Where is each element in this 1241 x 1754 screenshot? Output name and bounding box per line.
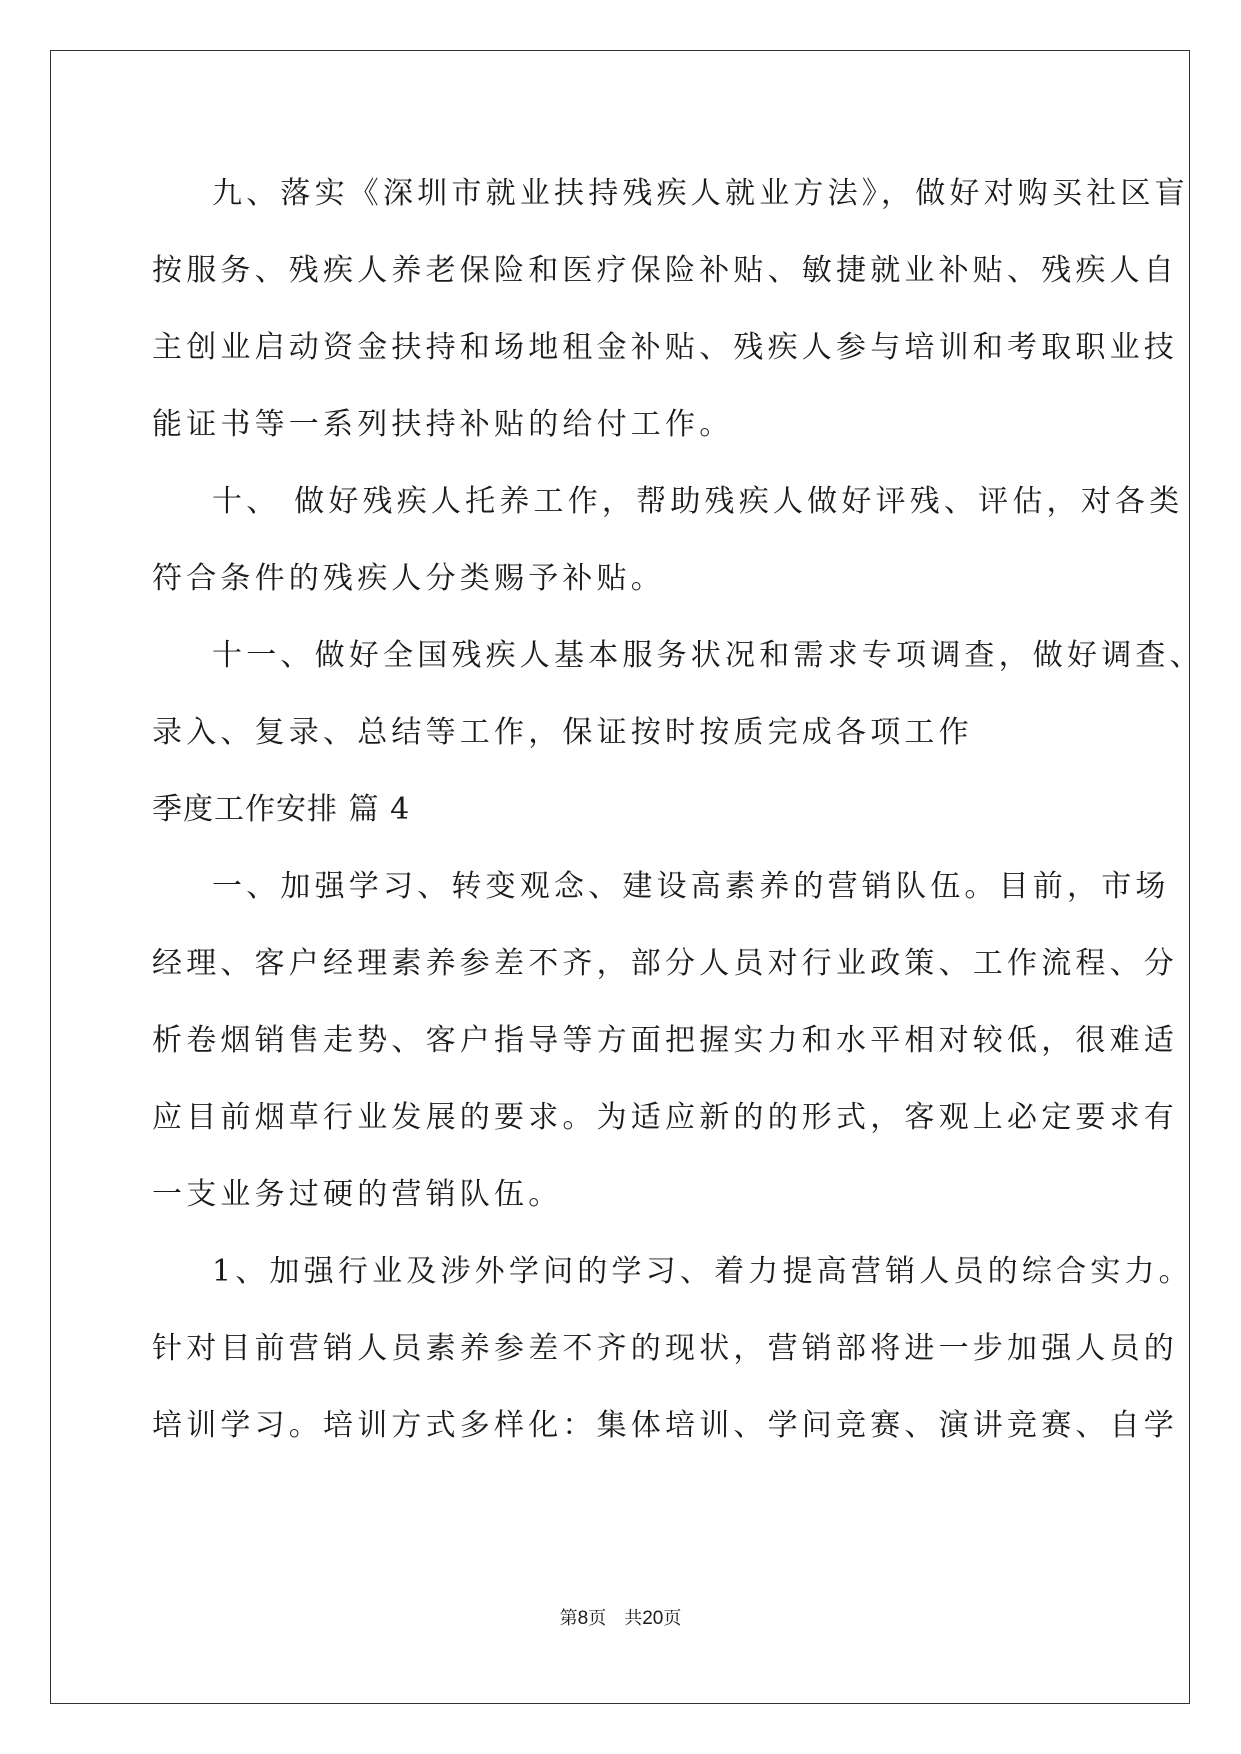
paragraph-9-disability-employment: [152, 166, 1189, 474]
paragraph-10-care-support: [152, 474, 1184, 628]
document-body: [152, 166, 1204, 1475]
text-line: 十、 做好残疾人托养工作，帮助残疾人做好评残、评估，对各类: [212, 484, 1184, 519]
page-number: 8: [577, 1608, 589, 1629]
text-line: 培训学习。培训方式多样化：集体培训、学问竞赛、演讲竞赛、自学: [152, 1408, 1178, 1443]
paragraph-1-1-training: [152, 1244, 1193, 1475]
text-line: 主创业启动资金扶持和场地租金补贴、残疾人参与培训和考取职业技: [152, 330, 1178, 365]
text-line: 十一、做好全国残疾人基本服务状况和需求专项调查，做好调查、: [212, 638, 1204, 673]
text-line: 一支业务过硬的营销队伍。: [152, 1177, 563, 1212]
paragraph-11-national-survey: [152, 628, 1204, 782]
text-line: 经理、客户经理素养参差不齐，部分人员对行业政策、工作流程、分: [152, 946, 1178, 981]
text-line: 九、落实《深圳市就业扶持残疾人就业方法》，做好对购买社区盲: [212, 176, 1189, 211]
text-line: 符合条件的残疾人分类赐予补贴。: [152, 561, 665, 596]
text-line: 析卷烟销售走势、客户指导等方面把握实力和水平相对较低，很难适: [152, 1023, 1178, 1058]
text-line: 应目前烟草行业发展的要求。为适应新的的形式，客观上必定要求有: [152, 1100, 1178, 1135]
total-prefix: 共: [624, 1608, 643, 1629]
page-suffix: 页: [588, 1608, 607, 1629]
text-line: 按服务、残疾人养老保险和医疗保险补贴、敏捷就业补贴、残疾人自: [152, 253, 1178, 288]
paragraph-1-sales-team: [152, 859, 1178, 1244]
text-line: 能证书等一系列扶持补贴的给付工作。: [152, 407, 734, 442]
text-line: 针对目前营销人员素养参差不齐的现状，营销部将进一步加强人员的: [152, 1331, 1178, 1366]
section-heading: [152, 782, 1088, 859]
text-line: 一、加强学习、转变观念、建设高素养的营销队伍。目前，市场: [212, 869, 1170, 904]
total-suffix: 页: [663, 1608, 682, 1629]
section-title: 季度工作安排 篇 4: [152, 792, 411, 827]
page-footer: [0, 1604, 1241, 1630]
text-line: 录入、复录、总结等工作，保证按时按质完成各项工作: [152, 715, 973, 750]
total-pages: 20: [642, 1608, 664, 1629]
page-prefix: 第: [559, 1608, 578, 1629]
text-line: 1、加强行业及涉外学问的学习、着力提高营销人员的综合实力。: [212, 1254, 1193, 1289]
